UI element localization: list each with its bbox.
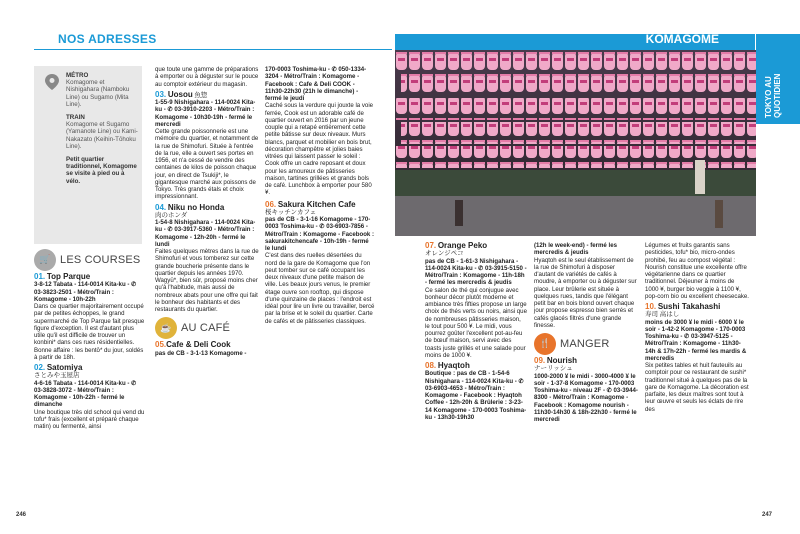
listing-10-title: 10. Sushi Takahashi [645, 302, 721, 311]
listing-06-title: 06. Sakura Kitchen Cafe [265, 199, 356, 209]
shopping-basket-icon: 🛒 [34, 249, 56, 271]
listing-10-desc: Six petites tables et huit fauteuils au comptoir pour ce restaurant de sushi* traditionnel situé à quelques pas de la gare de Komagome. La décoration est parfaite, les deux maîtres sont tout à leur œuvre et seuls les éclats de rire des [645, 362, 749, 413]
column-4 [425, 242, 527, 421]
listing-02-info: 4-6-16 Tabata - 114-0014 Kita-ku - ✆ 03-3828-3072 - Métro/Train : Komagome - 10h-22h - fermé le dimanche [34, 379, 137, 409]
listing-03-info: 1-55-9 Nishigahara - 114-0024 Kita-ku - ✆ 03-3910-2203 - Métro/Train : Komagome - 10h30-19h - fermé le mercredi [155, 99, 256, 128]
section-header-left [34, 32, 392, 50]
category-courses: 🛒 LES COURSES [34, 249, 146, 271]
listing-07-desc: Ce salon de thé qui conjugue avec bonheur décor plutôt moderne et ambiance très fifties propose un large choix de thés verts ou noirs, ainsi que de nombreuses pâtisseries maison, le tout pour 500 ¥. Le midi, vous pourrez goûter l'excellent pot-au-feu de bœuf maison, servi avec des toasts juste grillés et une salade pour moins de 1000 ¥. [425, 286, 527, 359]
section-header-right [395, 34, 755, 50]
listing-02-jp: さとみや玉屋店 [34, 372, 80, 380]
listing-08-info: Boutique : pas de CB - 1-54-6 Nishigahara - 114-0024 Kita-ku - ✆ 03-6903-4653 - Métro/Train : Komagome - Facebook : Hyaqtoh Coffee - 12h-20h & Brûlerie : 3-23-14 Komagome - 170-0003 Toshima-ku - 13h30-19h30 [425, 370, 527, 421]
listing-10-info: moins de 3000 ¥ le midi - 6000 ¥ le soir - 1-42-2 Komagome - 170-0003 Toshima-ku - ✆ 03-3947-5125 - Métro/Train : Komagome - 11h30-14h & 17h-22h - fermé les mardis & mercredis [645, 318, 747, 362]
listing-09-jp: ナーリッシュ [534, 365, 573, 373]
listing-07-title: 07. Orange Peko [425, 241, 488, 250]
listing-08-cont: (12h le week-end) - fermé les mercredis & jeudis [534, 242, 617, 257]
column-2 [155, 66, 261, 357]
listing-09-desc: Légumes et fruits garantis sans pesticides, tofu* bio, micro-ondes prohibé, feu au compost végétal : Nourish constitue une excellente offre végétarienne dans ce quartier traditionnel. Déjeuner à moins de 1000 ¥, burger bio veggie à 1100 ¥, pop-corn bio ou excellent cheesecake. [645, 242, 749, 300]
listing-07-jp: オレンジペコ [425, 250, 464, 258]
lanterns-photo [395, 50, 756, 236]
listing-04-info: 1-54-8 Nishigahara - 114-0024 Kita-ku - ✆ 03-3917-5360 - Métro/Train : Komagome - 12h-20h - fermé le lundi [155, 219, 256, 248]
transport-infobox [34, 66, 142, 244]
map-pin-icon [45, 74, 59, 90]
chapter-tab-label: TOKYO AU QUOTIDIEN [764, 73, 782, 118]
listing-09-info: 1000-2000 ¥ le midi - 3000-4000 ¥ le soir - 1-37-8 Komagome - 170-0003 Toshima-ku - niveau 2F - ✆ 03-3944-8300 - Métro/Train : Komagome - Facebook : Komagome nourish - 11h30-14h30 & 18h-22h30 - fermé le mercredi [534, 372, 638, 423]
fork-knife-icon: 🍴 [534, 333, 556, 355]
listing-07-info: pas de CB - 1-61-3 Nishigahara - 114-0024 Kita-ku - ✆ 03-3915-5150 - Métro/Train : Komagome - 11h-18h - fermé les mercredis & jeudis [425, 257, 527, 287]
listing-01-title: 01. Top Parque [34, 272, 91, 281]
category-manger: 🍴 MANGER [534, 333, 638, 355]
listing-02-title: 02. Satomiya [34, 363, 83, 372]
infobox-train: TRAIN Komagome et Sugamo (Yamanote Line) ou Kami-Nakazato (Keihin-Tōhoku Line). [66, 114, 138, 150]
listing-06-jp: 桜キッチンカフェ [265, 208, 317, 216]
listing-09-title: 09. Nourish [534, 356, 578, 365]
category-cafe: ☕ AU CAFÉ [155, 317, 261, 339]
listing-08-title: 08. Hyaqtoh [425, 361, 470, 370]
column-1 [34, 247, 146, 430]
listing-02-desc: Une boutique très old school qui vend du tofu* frais (excellent et préparé chaque matin) ou fermenté, ainsi [34, 408, 145, 430]
listing-03-title: 03. Uosou 魚惣 [155, 89, 208, 99]
page-number-left: 246 [16, 512, 27, 518]
listing-05-info: pas de CB - 3-1-13 Komagome - [155, 349, 247, 357]
infobox-note: Petit quartier traditionnel, Komagome se visite à pied ou à vélo. [66, 156, 137, 185]
listing-01-info: 3-8-12 Tabata - 114-0014 Kita-ku - ✆ 03-3823-2501 - Métro/Train : Komagome - 10h-22h [34, 281, 137, 303]
listing-02-cont: que toute une gamme de préparations à emporter ou à déguster sur le pouce au comptoir extérieur du magasin. [155, 66, 259, 88]
listing-04-title: 04. Niku no Honda [155, 202, 225, 212]
listing-08-desc: Hyaqtoh est le seul établissement de la rue de Shimofuri à disposer d'autant de variétés de cafés à moudre, à emporter ou à déguster sur place. Leur brûlerie est située à quelques rues, tandis que l'élégant petit bar en bois blond ouvert chaque jour propose espresso bien serrés et cafés glacés filtrés d'une grande finesse. [534, 256, 637, 329]
listing-06-desc: C'est dans des ruelles désertées du nord de la gare de Komagome que l'on peut tomber sur ce café occupant les deux niveaux d'une petite maison de ville. Les beaux jours venus, le premier étage ouvre son rooftop, qui dispose d'une quinzaine de places : l'endroit est idéal pour lire un livre ou travailler, bercé par la brise et le soleil du quartier. Carte de cafés et de pâtisseries classiques. [265, 252, 375, 325]
listing-04-desc: Faites quelques mètres dans la rue de Shimofuri et vous tomberez sur cette grande boucherie présente dans le quartier depuis les années 1970. Wagyū*, bien sûr, proposé moins cher qu'à l'habitude, mais aussi de nombreux abats pour une offre qui fait le bonheur des habitants et des restaurants du quartier. [155, 248, 259, 313]
page-number-right: 247 [762, 512, 773, 518]
column-3 [265, 66, 375, 325]
chapter-tab [756, 34, 800, 124]
column-6 [645, 242, 749, 413]
listing-05-info-cont: 170-0003 Toshima-ku - ✆ 050-1334-3204 - Métro/Train : Komagome - Facebook : Cafe & Deli COOK - 11h30-22h30 (21h le dimanche) - fermé le jeudi [265, 66, 367, 102]
infobox-metro: MÉTRO Komagome et Nishigahara (Namboku Line) ou Sugamo (Mita Line). [66, 72, 130, 108]
listing-05-title: 05.Cafe & Deli Cook [155, 340, 231, 350]
listing-05-desc: Caché sous la verdure qui jouxte la voie ferrée, Cook est un adorable café de quartier ouvert en 2016 par un jeune couple qui a retapé entièrement cette petite bâtisse sur deux niveaux. Murs blancs, parquet et mobilier en bois brut, décoration champêtre et jolies baies vitrées qui laissent passer le soleil : Cook offre un cadre reposant et doux pour les amoureux de pâtisseries maison, tartines grillées et grands bols de café. Lunchbox à emporter pour 580 ¥. [265, 102, 374, 197]
neighborhood-title: KOMAGOME [645, 32, 719, 46]
section-title: NOS ADRESSES [58, 32, 157, 46]
listing-03-desc: Cette grande poissonnerie est une mémoire du quartier, et notamment de la rue de Shimofuri. Située à l'entrée de la rue, elle a ouvert ses portes en 1956, et n'a cessé de vendre des centaines de kilos de poisson chaque jour, en direct de Tsukiji*, le gigantesque marché aux poissons de Tokyo. Très grands étals et choix impressionnant. [155, 128, 259, 201]
listing-01-desc: Dans ce quartier majoritairement occupé par de petites échoppes, le grand supermarché de Top Parque fait presque figure d'exception. Il est d'autant plus utile qu'il est difficile de trouver un konbini* dans ces rues résidentielles. Bonne affaire : les bentō* du jour, soldés à partir de 18h. [34, 303, 145, 361]
listing-04-jp: 肉のホンダ [155, 211, 188, 219]
listing-06-info: pas de CB - 3-1-16 Komagome - 170-0003 Toshima-ku - ✆ 03-6903-7856 - Métro/Train : Komagome - Facebook : sakurakitchencafe - 10h-19h - fermé le lundi [265, 216, 375, 252]
column-5 [534, 242, 638, 423]
coffee-cup-icon: ☕ [155, 317, 177, 339]
listing-10-jp: 寿司 高はし [645, 311, 680, 319]
